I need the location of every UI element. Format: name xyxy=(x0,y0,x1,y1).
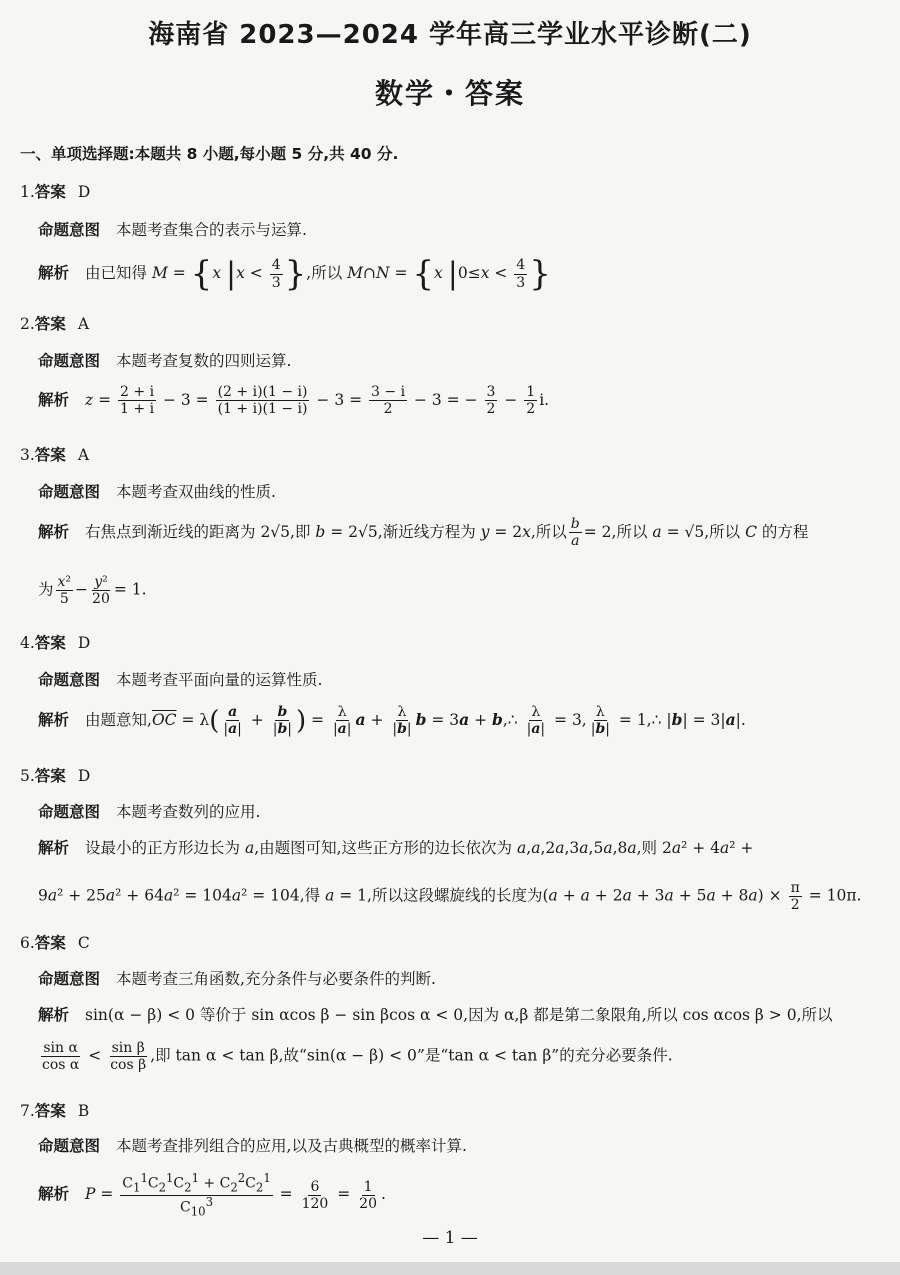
question-7-analysis xyxy=(38,1172,386,1219)
question-number: 1. xyxy=(20,183,35,201)
answer-label: 答案 xyxy=(34,1102,66,1120)
question-number: 6. xyxy=(20,934,35,952)
intent-text: 本题考查集合的表示与运算. xyxy=(116,221,307,239)
answer-value: A xyxy=(77,446,90,464)
question-4-header xyxy=(20,631,90,653)
question-6-intent xyxy=(38,967,436,989)
analysis-label: 解析 xyxy=(38,839,70,857)
intent-label: 命题意图 xyxy=(38,1137,101,1155)
intent-label: 命题意图 xyxy=(38,483,101,501)
question-number: 7. xyxy=(20,1102,35,1120)
intent-text: 本题考查排列组合的应用,以及古典概型的概率计算. xyxy=(116,1137,467,1155)
question-5-analysis xyxy=(38,836,753,858)
answer-value: A xyxy=(77,315,90,333)
question-2-intent xyxy=(38,349,291,371)
analysis-label: 解析 xyxy=(38,1006,70,1024)
question-number: 4. xyxy=(20,634,35,652)
analysis-q5-line2: 9a² + 25a² + 64a² = 104a² = 104,得 a = 1,所以这段螺旋线的长度为(a + a + 2a + 3a + 5a + 8a) × $\frac{\pi}{2}$ = 10π. xyxy=(38,880,862,914)
scan-edge xyxy=(0,1262,900,1275)
answer-label: 答案 xyxy=(34,446,66,464)
analysis-q3-line1: 右焦点到渐近线的距离为 2√5,即 b = 2√5,渐近线方程为 y = 2x,所以 $\frac{b}{a}$ = 2,所以 a = √5,所以 C 的方程 xyxy=(85,516,809,550)
question-4-intent xyxy=(38,668,322,690)
intent-text: 本题考查三角函数,充分条件与必要条件的判断. xyxy=(116,970,436,988)
question-4-analysis xyxy=(38,704,746,737)
analysis-label: 解析 xyxy=(38,522,70,541)
analysis-q3-line2: 为 $\frac{\text{x²}}{5}$ − $\frac{\text{y²}}{20}$ = 1. xyxy=(38,574,147,608)
answer-value: D xyxy=(77,183,91,201)
answer-label: 答案 xyxy=(34,315,66,333)
analysis-q2: z = $\frac{2 + i}{1 + i}$ − 3 = $\frac{(2 + i)(1 - i)}{(1 + i)(1 - i)}$ − 3 = $\frac{3 - i}{2}$ − 3 = − $\frac{3}{2}$ − $\frac{1}{2}$ i. xyxy=(85,384,550,418)
intent-text: 本题考查复数的四则运算. xyxy=(116,352,292,370)
analysis-q6-line2: $\frac{\text{sin α}}{\text{cos α}}$ < $\frac{\text{sin β}}{\text{cos β}}$ ,即 tan α < tan β,故“sin(α − β) < 0”是“tan α < tan β”的充分必要条件. xyxy=(42,1040,673,1074)
intent-label: 命题意图 xyxy=(38,671,101,689)
question-3-analysis xyxy=(38,516,808,549)
answer-label: 答案 xyxy=(34,934,66,952)
answer-value: C xyxy=(77,934,90,952)
question-2-header xyxy=(20,312,89,334)
intent-label: 命题意图 xyxy=(38,352,101,370)
page-number: — 1 — xyxy=(422,1228,478,1248)
section-heading: 一、单项选择题:本题共 8 小题,每小题 5 分,共 40 分. xyxy=(20,145,399,163)
analysis-label: 解析 xyxy=(38,264,70,282)
answer-label: 答案 xyxy=(34,767,66,785)
page-title: 海南省 2023—2024 学年高三学业水平诊断(二) xyxy=(148,20,752,50)
analysis-q1: 由已知得 M = {x |x < $\frac{4}{3}$ },所以 M∩N = {x |0≤x < $\frac{4}{3}$ } xyxy=(85,254,551,294)
analysis-q5-line1: 设最小的正方形边长为 a,由题图可知,这些正方形的边长依次为 a,a,2a,3a,5a,8a,则 2a² + 4a² + xyxy=(85,839,754,857)
question-6-analysis xyxy=(38,1003,833,1025)
intent-label: 命题意图 xyxy=(38,803,101,821)
question-7-header xyxy=(20,1099,89,1121)
analysis-q6-line1: sin(α − β) < 0 等价于 sin αcos β − sin βcos α < 0,因为 α,β 都是第二象限角,所以 cos αcos β > 0,所以 xyxy=(85,1006,833,1024)
intent-label: 命题意图 xyxy=(38,221,101,239)
question-5-header xyxy=(20,764,90,786)
analysis-label: 解析 xyxy=(38,710,70,729)
answer-label: 答案 xyxy=(34,634,66,652)
analysis-q4: 由题意知$,\overline{OC} = \lambda$( $\frac{a}{|a|}$ + $\frac{b}{|b|}$ ) = $\frac{\lambda}{|a|}$ a + $\frac{\lambda}{|b|}$ b = 3a + b,∴ $\frac{\lambda}{|a|}$ = 3, $\frac{\lambda}{|b|}$ = 1,∴ |b| = 3|a|. xyxy=(85,704,746,738)
intent-text: 本题考查双曲线的性质. xyxy=(116,483,276,501)
intent-text: 本题考查数列的应用. xyxy=(116,803,261,821)
question-5-intent xyxy=(38,800,260,822)
analysis-q7: P = $\frac{C_1^1C_2^1C_2^1 + C_2^2C_2^1}{C_{10}^3}$ = $\frac{6}{120}$ = $\frac{1}{20}$ . xyxy=(85,1171,386,1219)
question-2-analysis xyxy=(38,384,549,417)
question-1-intent xyxy=(38,218,307,240)
analysis-label: 解析 xyxy=(38,1185,70,1204)
answer-value: D xyxy=(77,767,91,785)
intent-label: 命题意图 xyxy=(38,970,101,988)
answer-label: 答案 xyxy=(34,183,66,201)
question-3-header xyxy=(20,443,89,465)
answer-value: B xyxy=(77,1102,90,1120)
question-1-header xyxy=(20,180,90,202)
question-7-intent xyxy=(38,1134,467,1156)
question-6-header xyxy=(20,931,90,953)
question-number: 2. xyxy=(20,315,35,333)
intent-text: 本题考查平面向量的运算性质. xyxy=(116,671,323,689)
question-number: 5. xyxy=(20,767,35,785)
page-subtitle: 数学・答案 xyxy=(374,77,525,110)
question-1-analysis xyxy=(38,254,551,294)
answer-value: D xyxy=(77,634,91,652)
analysis-label: 解析 xyxy=(38,390,70,409)
question-3-intent xyxy=(38,480,276,502)
question-number: 3. xyxy=(20,446,35,464)
